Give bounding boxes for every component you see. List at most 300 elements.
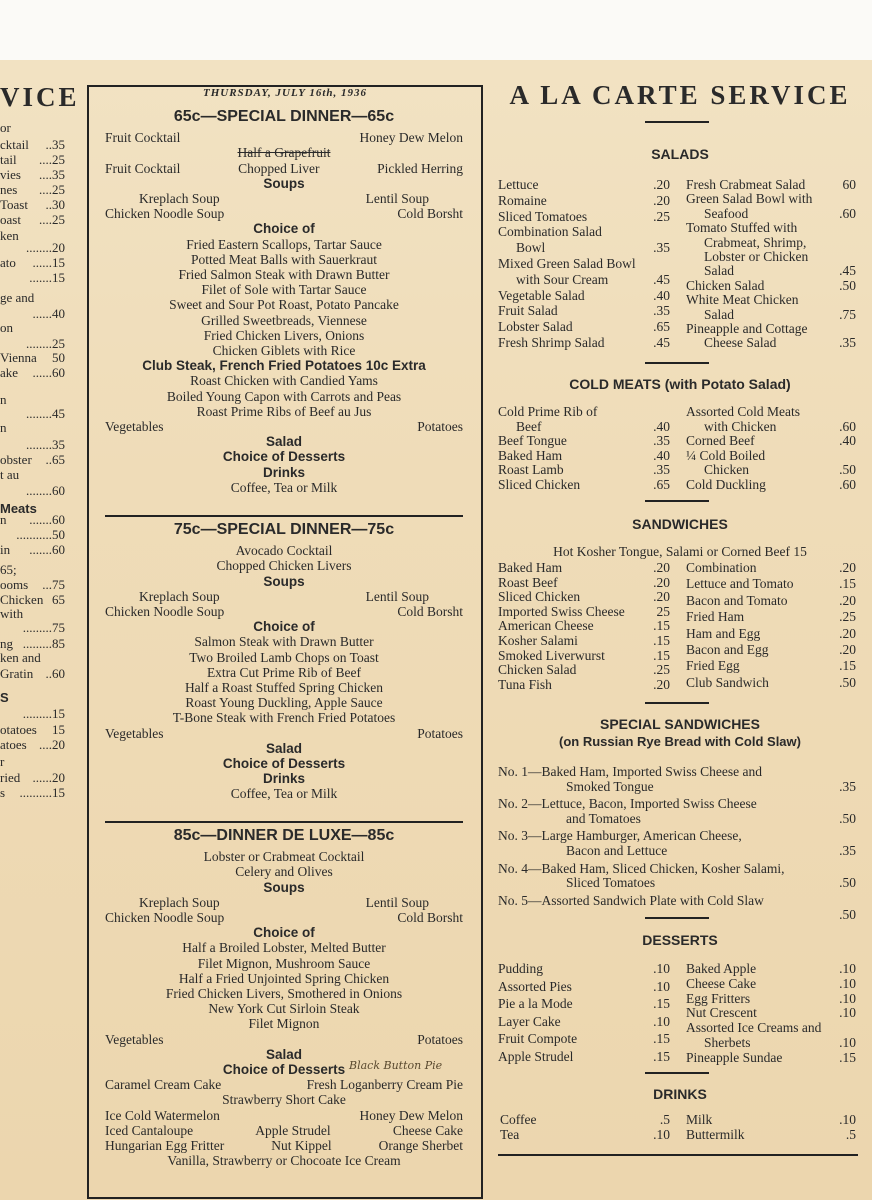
left-strip-line xyxy=(0,770,68,785)
menu-item-name: Fried Egg xyxy=(686,658,740,674)
section-rule xyxy=(645,702,709,704)
menu-item-price: .35 xyxy=(653,462,670,478)
menu-item-name: Fruit Salad xyxy=(498,303,558,319)
left-strip-line xyxy=(0,137,68,152)
d3-desserts: Choice of Desserts xyxy=(222,1062,346,1078)
menu-item-name: Fruit Compote xyxy=(498,1031,578,1047)
menu-row xyxy=(498,194,670,210)
menu-item-price: .35 xyxy=(653,240,670,256)
menu-item-name: Buttermilk xyxy=(686,1127,745,1142)
menu-row xyxy=(686,676,856,692)
menu-row xyxy=(498,210,670,226)
special-sandwich-price: .50 xyxy=(839,810,856,826)
menu-row xyxy=(498,1050,670,1068)
d2-soups-heading: Soups xyxy=(263,573,305,589)
left-strip-line xyxy=(0,690,68,705)
menu-item-price: 25 xyxy=(656,603,670,619)
special-sandwich-line2-text: and Tomatoes xyxy=(566,810,641,826)
left-strip-price: .......60 xyxy=(29,512,65,527)
left-strip-line xyxy=(0,365,68,380)
menu-item-name: with Sour Cream xyxy=(516,271,609,287)
left-strip-text: Meats xyxy=(0,501,37,516)
d1-app: Honey Dew Melon xyxy=(359,130,463,146)
menu-row xyxy=(686,221,856,235)
left-strip-line xyxy=(0,452,68,467)
menu-row xyxy=(686,577,856,593)
d2-choice-heading: Choice of xyxy=(253,619,315,635)
d1-struck-item: Half a Grapefruit xyxy=(237,145,331,161)
d2-app: Avocado Cocktail xyxy=(235,543,333,559)
menu-row xyxy=(498,663,670,678)
menu-item-name: Fried Ham xyxy=(686,609,745,625)
cold-meats-right xyxy=(686,405,856,493)
menu-row xyxy=(686,322,856,336)
menu-item-name: Fresh Shrimp Salad xyxy=(498,334,605,350)
d3-app: Celery and Olives xyxy=(235,864,333,880)
menu-item-price: .20 xyxy=(653,574,670,590)
menu-item-name: Sliced Chicken xyxy=(498,589,581,605)
left-strip-text: ooms xyxy=(0,577,29,592)
menu-row xyxy=(686,610,856,626)
menu-item-price: .10 xyxy=(653,961,670,976)
left-strip-price: ....20 xyxy=(39,737,65,752)
menu-item-name: Pudding xyxy=(498,961,544,976)
d1-soups-heading: Soups xyxy=(263,175,305,191)
entree-item: Fried Chicken Livers, Smothered in Onions xyxy=(165,986,403,1002)
left-strip-price: ......60 xyxy=(32,365,65,380)
menu-item-name: Assorted Ice Creams and xyxy=(686,1020,822,1036)
cold-meats-left xyxy=(498,405,670,493)
left-strip-price: ........35 xyxy=(26,437,65,452)
desserts-left xyxy=(498,962,670,1068)
special-sandwich-price: .50 xyxy=(839,875,856,891)
menu-item-name: Assorted Pies xyxy=(498,978,572,994)
drinks-left xyxy=(500,1113,670,1143)
d3-soup: Chicken Noodle Soup xyxy=(105,910,225,926)
left-strip-text: r xyxy=(0,754,5,769)
special-sandwiches-list xyxy=(498,765,856,926)
left-strip-line xyxy=(0,754,68,769)
left-strip-text: Vienna xyxy=(0,350,37,365)
menu-item-price: .65 xyxy=(653,319,670,335)
menu-row xyxy=(498,336,670,352)
left-strip-line xyxy=(0,577,68,592)
left-strip-price: ......40 xyxy=(32,306,65,321)
d3-dessert: Cheese Cake xyxy=(392,1122,463,1138)
menu-row xyxy=(498,225,670,241)
menu-row xyxy=(686,1021,856,1036)
menu-row xyxy=(498,962,670,980)
menu-row xyxy=(498,634,670,649)
d1-soup: Chicken Noodle Soup xyxy=(105,206,225,222)
dinner-65-title: 65c—SPECIAL DINNER—65c xyxy=(173,108,395,125)
menu-row xyxy=(686,1051,856,1066)
special-sandwich-line2 xyxy=(498,780,856,795)
entree-item: Roast Chicken with Candied Yams xyxy=(190,373,378,389)
drinks-heading: DRINKS xyxy=(653,1086,707,1102)
menu-row xyxy=(686,659,856,675)
d1-entrees xyxy=(105,237,463,359)
left-strip-text: on xyxy=(0,320,13,335)
menu-row xyxy=(500,1113,670,1128)
menu-item-price: .50 xyxy=(839,462,856,478)
menu-row xyxy=(498,289,670,305)
a-la-carte-title: A LA CARTE SERVICE xyxy=(509,80,851,110)
menu-item-price: .50 xyxy=(839,674,856,690)
menu-row xyxy=(498,1015,670,1033)
menu-row xyxy=(498,420,670,435)
sandwiches-left xyxy=(498,561,670,692)
menu-item-price: .35 xyxy=(653,303,670,319)
menu-item-name: Combination xyxy=(686,560,757,575)
menu-item-name: American Cheese xyxy=(498,618,594,634)
menu-item-name: Milk xyxy=(686,1112,713,1127)
menu-item-price: .10 xyxy=(653,1013,670,1029)
sandwiches-heading: SANDWICHES xyxy=(632,516,728,532)
d3-app: Lobster or Crabmeat Cocktail xyxy=(203,849,365,865)
special-sandwich-line2 xyxy=(498,812,856,827)
menu-item-name: Apple Strudel xyxy=(498,1048,574,1064)
left-strip-line xyxy=(0,562,68,577)
d1-veg: Vegetables xyxy=(105,419,164,435)
left-strip-text: vies xyxy=(0,167,21,182)
menu-item-price: .20 xyxy=(839,560,856,575)
left-strip-line xyxy=(0,737,68,752)
menu-item-price: .45 xyxy=(653,334,670,350)
menu-item-price: .35 xyxy=(839,335,856,351)
d2-drinks: Drinks xyxy=(262,771,306,787)
divider xyxy=(105,821,463,823)
dinner-65 xyxy=(105,109,463,495)
left-strip-text: ken xyxy=(0,228,19,243)
menu-item-name: Mixed Green Salad Bowl xyxy=(498,255,636,271)
special-sandwich-line2 xyxy=(498,876,856,891)
menu-item-name: Fresh Crabmeat Salad xyxy=(686,177,806,192)
menu-item-name: Pineapple and Cottage xyxy=(686,320,808,336)
d3-choice-heading: Choice of xyxy=(253,925,315,941)
entree-item: Roast Prime Ribs of Beef au Jus xyxy=(196,403,372,419)
menu-row xyxy=(686,463,856,478)
left-strip-price: ........25 xyxy=(26,336,65,351)
title-rule xyxy=(645,121,709,123)
menu-item-name: Bacon and Tomato xyxy=(686,592,788,608)
left-strip-text: 65; xyxy=(0,562,17,577)
left-strip-text: Chicken xyxy=(0,592,44,607)
menu-item-name: Green Salad Bowl with xyxy=(686,191,813,207)
menu-item-price: .60 xyxy=(839,205,856,221)
bottom-rule xyxy=(498,1154,858,1156)
menu-row xyxy=(686,207,856,221)
d2-drinks-list: Coffee, Tea or Milk xyxy=(230,786,338,802)
menu-row xyxy=(498,449,670,464)
menu-item-name: Sliced Tomatoes xyxy=(498,208,588,224)
special-sandwich-item xyxy=(498,862,856,891)
menu-item-price: .15 xyxy=(839,576,856,592)
left-strip-line xyxy=(0,650,68,665)
dinner-85 xyxy=(105,828,463,1168)
d2-pot: Potatoes xyxy=(417,725,463,741)
menu-item-price: .65 xyxy=(653,476,670,492)
menu-item-name: Tuna Fish xyxy=(498,676,552,692)
d3-veg: Vegetables xyxy=(105,1031,164,1047)
menu-item-name: Salad xyxy=(704,263,734,279)
left-strip-line xyxy=(0,320,68,335)
left-strip-line xyxy=(0,420,68,435)
left-strip-price: ...........50 xyxy=(16,527,65,542)
section-rule xyxy=(645,1072,709,1074)
menu-item-price: .10 xyxy=(653,978,670,994)
left-strip-line xyxy=(0,212,68,227)
menu-item-price: .15 xyxy=(839,658,856,674)
menu-row xyxy=(498,1032,670,1050)
menu-item-name: Lobster or Chicken xyxy=(704,248,809,264)
menu-item-name: with Chicken xyxy=(704,418,777,434)
entree-item: Two Broiled Lamb Chops on Toast xyxy=(189,649,379,665)
cold-meats-heading: COLD MEATS (with Potato Salad) xyxy=(569,376,791,392)
entree-item: T-Bone Steak with French Fried Potatoes xyxy=(172,710,396,726)
menu-item-name: Egg Fritters xyxy=(686,990,751,1006)
d3-dessert: Strawberry Short Cake xyxy=(222,1092,346,1108)
special-sandwich-line1: No. 5—Assorted Sandwich Plate with Cold Slaw xyxy=(498,892,764,908)
entree-item: Sweet and Sour Pot Roast, Potato Pancake xyxy=(169,297,399,313)
d3-soup: Lentil Soup xyxy=(365,894,429,910)
menu-item-price: .20 xyxy=(653,192,670,208)
section-rule xyxy=(645,917,709,919)
menu-row xyxy=(498,590,670,605)
menu-item-price: .20 xyxy=(839,625,856,641)
menu-item-price: .15 xyxy=(653,1048,670,1064)
menu-item-name: Vegetable Salad xyxy=(498,287,585,303)
entree-item: Half a Fried Unjointed Spring Chicken xyxy=(178,970,390,986)
menu-row xyxy=(686,336,856,350)
menu-item-name: Kosher Salami xyxy=(498,632,578,648)
d3-dessert: Ice Cold Watermelon xyxy=(105,1107,220,1123)
d3-dessert: Fresh Loganberry Cream Pie xyxy=(306,1077,463,1093)
menu-row xyxy=(498,649,670,664)
handwritten-note: Black Button Pie xyxy=(349,1059,443,1073)
d1-choice-heading: Choice of xyxy=(253,221,315,237)
menu-item-name: White Meat Chicken xyxy=(686,292,799,308)
menu-row xyxy=(686,1128,856,1143)
menu-row xyxy=(498,434,670,449)
d1-pot: Potatoes xyxy=(417,419,463,435)
left-strip-text: cktail xyxy=(0,137,29,152)
left-strip-line xyxy=(0,350,68,365)
menu-row xyxy=(498,678,670,693)
menu-item-name: Sliced Chicken xyxy=(498,476,581,492)
d1-desserts: Choice of Desserts xyxy=(222,449,346,465)
menu-item-name: Nut Crescent xyxy=(686,1005,757,1021)
menu-item-price: .20 xyxy=(653,589,670,605)
menu-row xyxy=(686,992,856,1007)
special-sandwich-line2 xyxy=(498,844,856,859)
left-strip-price: ........45 xyxy=(26,406,65,421)
menu-item-name: Coffee xyxy=(500,1112,537,1127)
left-strip-price: ....35 xyxy=(39,167,65,182)
menu-row xyxy=(498,980,670,998)
left-strip-price: ..60 xyxy=(45,666,65,681)
left-strip-text: Gratin xyxy=(0,666,34,681)
menu-item-price: .10 xyxy=(839,961,856,976)
left-strip-text: t au xyxy=(0,467,20,482)
menu-item-name: ¼ Cold Boiled xyxy=(686,447,766,463)
menu-row xyxy=(686,561,856,577)
menu-item-name: Cheese Salad xyxy=(704,335,777,351)
left-strip-text: Toast xyxy=(0,197,28,212)
left-strip-line xyxy=(0,666,68,681)
menu-row xyxy=(686,279,856,293)
menu-row xyxy=(686,405,856,420)
menu-item-name: Salad xyxy=(704,306,734,322)
d1-app: Pickled Herring xyxy=(377,160,463,176)
d3-soups-heading: Soups xyxy=(263,879,305,895)
d1-salad: Salad xyxy=(265,434,303,450)
d1-soup: Cold Borsht xyxy=(397,206,463,222)
menu-item-price: .40 xyxy=(653,418,670,434)
d1-club-steak: Club Steak, French Fried Potatoes 10c Extra xyxy=(142,358,426,374)
d1-entrees-2 xyxy=(105,373,463,419)
special-sandwich-line1: No. 1—Baked Ham, Imported Swiss Cheese and xyxy=(498,764,762,779)
menu-item-name: Lettuce and Tomato xyxy=(686,576,794,592)
menu-item-name: Cheese Cake xyxy=(686,975,757,991)
menu-item-name: Smoked Liverwurst xyxy=(498,647,605,663)
entree-item: Filet Mignon xyxy=(248,1016,320,1032)
entree-item: Filet Mignon, Mushroom Sauce xyxy=(197,955,371,971)
left-strip-line xyxy=(0,467,68,482)
menu-row xyxy=(686,1036,856,1051)
menu-row xyxy=(686,643,856,659)
menu-row xyxy=(498,576,670,591)
menu-item-name: Baked Ham xyxy=(498,560,563,575)
d1-drinks: Drinks xyxy=(262,464,306,480)
menu-item-name: Seafood xyxy=(704,205,749,221)
d3-dessert: Hungarian Egg Fritter xyxy=(105,1138,225,1154)
left-strip-line xyxy=(0,722,68,737)
menu-item-name: Club Sandwich xyxy=(686,674,769,690)
left-strip-text: obster xyxy=(0,452,32,467)
menu-row xyxy=(498,997,670,1015)
entree-item: Potted Meat Balls with Sauerkraut xyxy=(191,251,377,267)
menu-item-price: .15 xyxy=(839,1049,856,1065)
left-strip-line xyxy=(0,182,68,197)
menu-item-price: .10 xyxy=(839,990,856,1006)
menu-row xyxy=(686,434,856,449)
menu-item-price: .25 xyxy=(653,208,670,224)
left-strip-text: n xyxy=(0,512,7,527)
menu-row xyxy=(498,257,670,273)
entree-item: Grilled Sweetbreads, Viennese xyxy=(201,312,367,328)
menu-row xyxy=(498,605,670,620)
menu-item-price: .10 xyxy=(839,1112,856,1127)
menu-item-name: Lobster Salad xyxy=(498,319,573,335)
left-strip-price: .........85 xyxy=(22,636,65,651)
menu-row xyxy=(686,178,856,192)
menu-item-name: Chicken Salad xyxy=(686,277,765,293)
left-strip-price: ....25 xyxy=(39,182,65,197)
entree-item: Fried Chicken Livers, Onions xyxy=(203,327,365,343)
menu-item-name: Roast Lamb xyxy=(498,462,564,478)
special-sandwich-item xyxy=(498,765,856,794)
divider xyxy=(105,515,463,517)
left-strip-price: .......15 xyxy=(29,270,65,285)
menu-item-price: .60 xyxy=(839,418,856,434)
left-strip-text: n xyxy=(0,420,7,435)
menu-row xyxy=(686,236,856,250)
left-strip-line xyxy=(0,592,68,607)
menu-item-name: Ham and Egg xyxy=(686,625,761,641)
section-rule xyxy=(645,500,709,502)
menu-item-price: .60 xyxy=(839,476,856,492)
menu-item-name: Sherbets xyxy=(704,1034,751,1050)
left-strip-text: s xyxy=(0,785,6,800)
left-strip-text: oast xyxy=(0,212,21,227)
entree-item: New York Cut Sirloin Steak xyxy=(208,1001,360,1017)
menu-item-name: Bacon and Egg xyxy=(686,641,769,657)
menu-date: THURSDAY, JULY 16th, 1936 xyxy=(202,87,368,99)
left-strip-text: or xyxy=(0,120,11,135)
menu-row xyxy=(686,1006,856,1021)
left-strip-text: ng xyxy=(0,636,13,651)
d2-desserts: Choice of Desserts xyxy=(222,756,346,772)
daily-dinner-box xyxy=(87,85,483,1199)
menu-item-name: Lettuce xyxy=(498,177,539,192)
special-sandwich-line2-text: Sliced Tomatoes xyxy=(566,875,656,891)
special-sandwich-line2-text xyxy=(498,908,566,923)
menu-item-name: Roast Beef xyxy=(498,574,558,590)
menu-row xyxy=(498,320,670,336)
special-sandwich-item xyxy=(498,797,856,826)
menu-item-price: .50 xyxy=(839,277,856,293)
left-strip-text: S xyxy=(0,690,9,705)
dinner-75-title: 75c—SPECIAL DINNER—75c xyxy=(173,521,395,538)
menu-item-name: Beef Tongue xyxy=(498,433,567,449)
d2-app: Chopped Chicken Livers xyxy=(216,558,352,574)
left-strip-price: ..30 xyxy=(45,197,65,212)
d1-app: Chopped Liver xyxy=(238,160,320,176)
menu-item-name: Chicken xyxy=(704,462,749,478)
special-sandwich-item xyxy=(498,829,856,858)
d3-dessert: Iced Cantaloupe xyxy=(105,1122,194,1138)
menu-row xyxy=(686,962,856,977)
left-strip-line xyxy=(0,785,68,800)
menu-row xyxy=(686,977,856,992)
d2-entrees xyxy=(105,634,463,725)
scan-margin xyxy=(0,0,872,60)
d3-soup: Kreplach Soup xyxy=(139,894,220,910)
menu-item-name: Corned Beef xyxy=(686,433,755,449)
menu-item-price: .5 xyxy=(659,1112,670,1127)
entree-item: Roast Young Duckling, Apple Sauce xyxy=(185,695,383,711)
special-sandwich-line2-text: Smoked Tongue xyxy=(566,778,654,794)
left-strip-text: ge and xyxy=(0,290,35,305)
menu-item-name: Chicken Salad xyxy=(498,662,577,678)
special-sandwich-line1: No. 2—Lettuce, Bacon, Imported Swiss Cheese xyxy=(498,796,757,812)
d2-veg: Vegetables xyxy=(105,725,164,741)
menu-item-name: Cold Duckling xyxy=(686,476,766,492)
menu-item-price: .15 xyxy=(653,618,670,634)
menu-item-price: .10 xyxy=(839,1005,856,1021)
menu-item-price: .20 xyxy=(653,177,670,192)
menu-item-name: Combination Salad xyxy=(498,224,602,240)
d3-entrees xyxy=(105,940,463,1031)
menu-item-name: Baked Ham xyxy=(498,447,563,463)
left-title: VICE xyxy=(0,82,80,112)
menu-item-price: .45 xyxy=(653,271,670,287)
menu-item-price: .10 xyxy=(839,975,856,991)
menu-row xyxy=(686,449,856,464)
menu-item-name: Baked Apple xyxy=(686,961,757,976)
left-strip-line xyxy=(0,167,68,182)
